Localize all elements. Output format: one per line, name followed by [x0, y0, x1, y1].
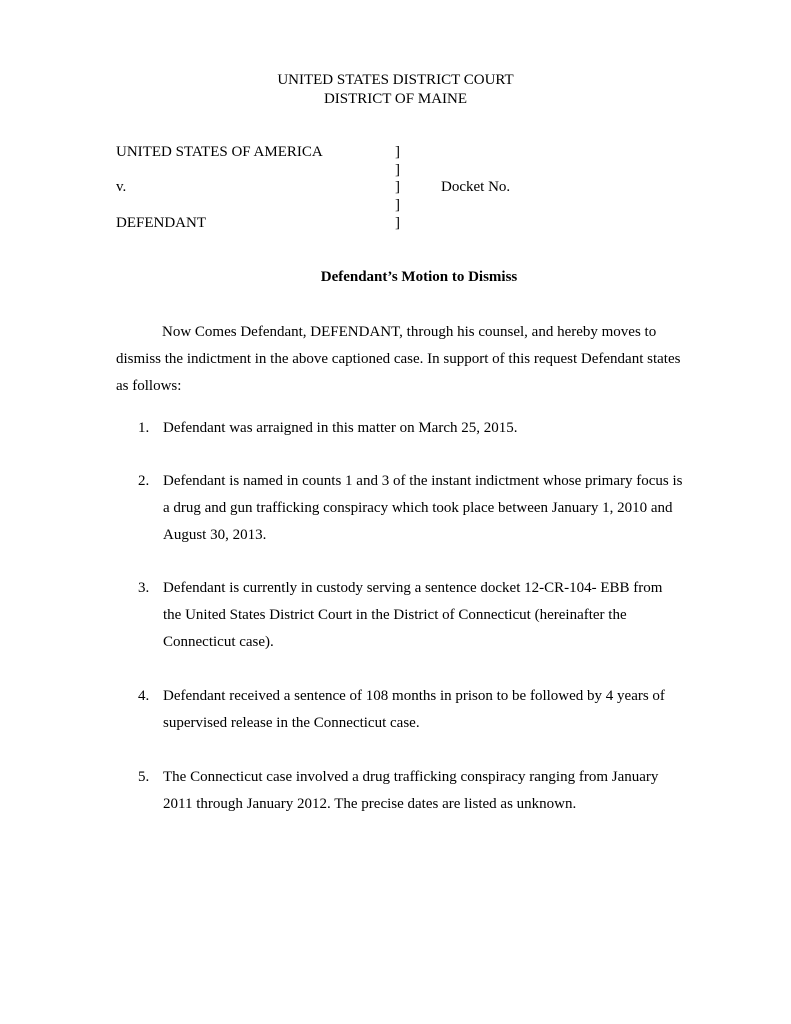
caption-bracket: ] — [395, 162, 400, 178]
intro-paragraph: Now Comes Defendant, DEFENDANT, through his counsel, and hereby moves to dismiss the indictment in the above captioned case. In support of this request Defendant states as follows: — [116, 324, 681, 394]
list-item-number: 4. — [138, 688, 150, 704]
caption-defendant: DEFENDANT — [116, 215, 206, 231]
caption-versus: v. — [116, 179, 127, 195]
caption-bracket: ] — [395, 144, 400, 160]
list-item-number: 2. — [138, 473, 150, 489]
list-item-number: 5. — [138, 769, 150, 785]
caption-bracket: ] — [395, 197, 400, 213]
motion-title: Defendant’s Motion to Dismiss — [320, 269, 518, 285]
caption-plaintiff: UNITED STATES OF AMERICA — [116, 144, 323, 160]
list-item: Defendant was arraigned in this matter on March 25, 2015. — [163, 420, 518, 436]
list-item: Defendant is currently in custody serving a sentence docket 12-CR-104- EBB from the United States District Court in the District of Connecticut (hereinafter the Connecticut case). — [163, 580, 663, 650]
caption-bracket: ] — [395, 215, 400, 231]
list-item-number: 1. — [138, 420, 150, 436]
docket-number-label: Docket No. — [441, 179, 511, 195]
list-item: Defendant received a sentence of 108 months in prison to be followed by 4 years of supervised release in the Connecticut case. — [163, 688, 665, 731]
list-item: Defendant is named in counts 1 and 3 of the instant indictment whose primary focus is a drug and gun trafficking conspiracy which took place between January 1, 2010 and August 30, 2013. — [163, 473, 683, 543]
caption-bracket: ] — [395, 179, 400, 195]
list-item: The Connecticut case involved a drug trafficking conspiracy ranging from January 2011 through January 2012. The precise dates are listed as unknown. — [163, 769, 659, 812]
court-name: UNITED STATES DISTRICT COURT — [277, 72, 514, 88]
list-item-number: 3. — [138, 580, 150, 596]
court-district: DISTRICT OF MAINE — [323, 91, 468, 107]
